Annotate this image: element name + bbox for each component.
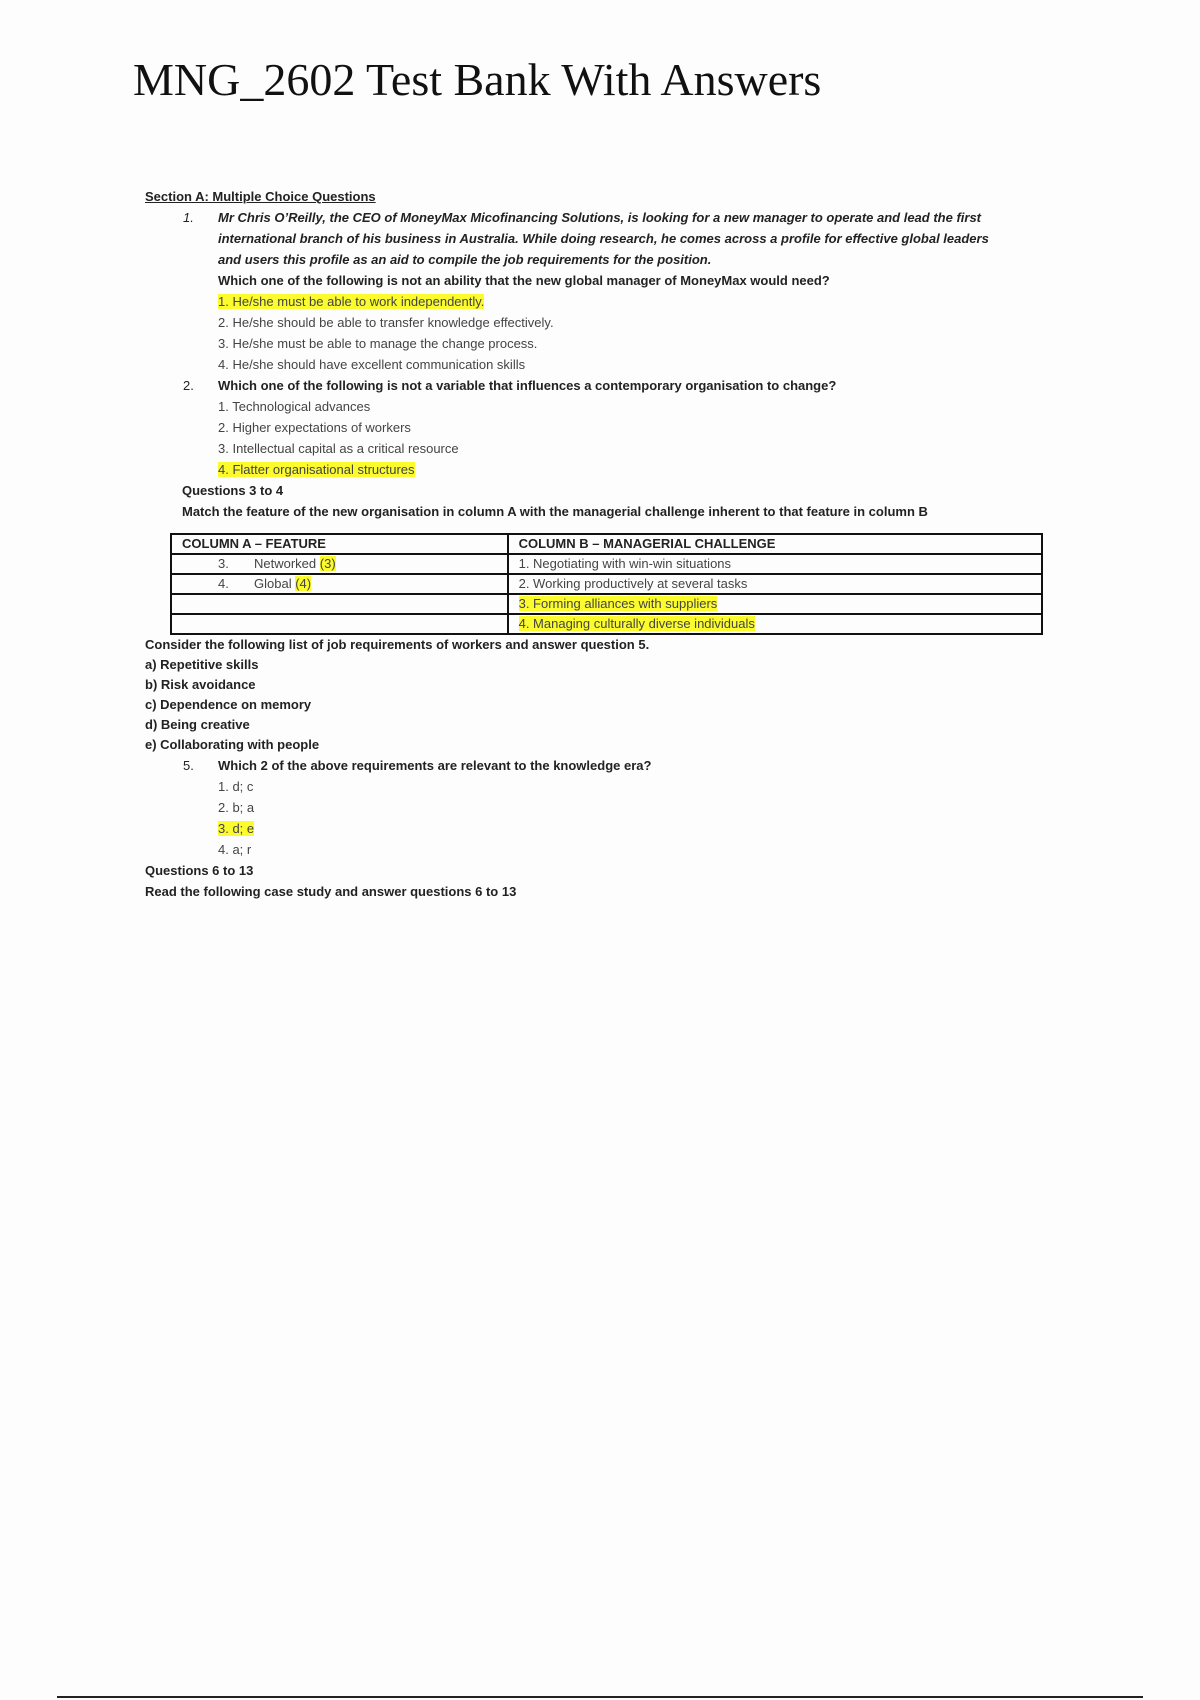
section-heading: Section A: Multiple Choice Questions [145,189,376,204]
question-1-scenario-line: international branch of his business in Australia. While doing research, he comes across a profile for effective global leaders [218,231,989,246]
question-number: 2. [183,378,194,393]
table-header-row [171,534,1042,554]
answer-highlight: 1. He/she must be able to work independently. [218,294,485,309]
column-b-cell [508,614,1042,634]
question-5-option: 1. d; c [218,779,254,794]
requirement-item: e) Collaborating with people [145,737,320,752]
answer-highlight: (3) [319,556,336,571]
page-bottom-rule [57,1696,1143,1698]
question-text: Which 2 of the above requirements are relevant to the knowledge era? [218,758,652,773]
questions-6-13-heading: Questions 6 to 13 [145,863,254,878]
requirement-item: d) Being creative [145,717,250,732]
question-5-text [145,755,1045,776]
question-text: Which one of the following is not a variable that influences a contemporary organisation to change? [218,378,837,393]
page-title: MNG_2602 Test Bank With Answers [133,54,822,105]
table-row [171,594,1042,614]
question-2-option: 2. Higher expectations of workers [218,420,411,435]
document-body [145,186,1045,902]
requirement-item: b) Risk avoidance [145,677,256,692]
question-1-scenario-line [145,207,1045,228]
item-number: 3. [218,556,229,571]
question-1-option [145,291,1045,312]
question-number: 5. [183,758,194,773]
questions-6-13-instruction: Read the following case study and answer questions 6 to 13 [145,884,517,899]
column-a-cell [171,594,508,614]
answer-highlight: (4) [295,576,312,591]
feature-label: Global [254,576,292,591]
column-b-header: COLUMN B – MANAGERIAL CHALLENGE [508,534,1042,554]
feature-label: Networked [254,556,317,571]
question-1-option: 2. He/she should be able to transfer knowledge effectively. [218,315,554,330]
column-b-cell: 1. Negotiating with win-win situations [508,554,1042,574]
question-number: 1. [183,210,194,225]
answer-highlight: 4. Flatter organisational structures [218,462,415,477]
question-5-option: 2. b; a [218,800,255,815]
answer-highlight: 3. d; e [218,821,255,836]
question-2-option [145,459,1045,480]
questions-3-4-heading: Questions 3 to 4 [182,483,284,498]
requirement-item: a) Repetitive skills [145,657,259,672]
scenario-text: Mr Chris O’Reilly, the CEO of MoneyMax Micofinancing Solutions, is looking for a new manager to operate and lead the first [218,210,982,225]
question-2-option: 3. Intellectual capital as a critical resource [218,441,459,456]
question-2-text [145,375,1045,396]
question-5-option: 4. a; r [218,842,252,857]
column-a-header: COLUMN A – FEATURE [171,534,508,554]
questions-3-4-instruction: Match the feature of the new organisation in column A with the managerial challenge inherent to that feature in column B [182,504,928,519]
question-1-scenario-line: and users this profile as an aid to compile the job requirements for the position. [218,252,712,267]
column-a-cell [171,554,508,574]
table-row [171,574,1042,594]
question-5-intro: Consider the following list of job requirements of workers and answer question 5. [145,637,650,652]
question-1-option: 4. He/she should have excellent communication skills [218,357,526,372]
column-a-cell [171,614,508,634]
question-5-option [145,818,1045,839]
matching-table [170,533,1043,635]
column-b-cell: 2. Working productively at several tasks [508,574,1042,594]
item-number: 4. [218,576,229,591]
answer-highlight: 3. Forming alliances with suppliers [518,596,718,611]
answer-highlight: 4. Managing culturally diverse individuals [518,616,755,631]
table-row [171,614,1042,634]
column-b-cell [508,594,1042,614]
question-2-option: 1. Technological advances [218,399,371,414]
question-1-option: 3. He/she must be able to manage the change process. [218,336,538,351]
question-1-text: Which one of the following is not an ability that the new global manager of MoneyMax would need? [218,273,830,288]
table-row [171,554,1042,574]
requirement-item: c) Dependence on memory [145,697,312,712]
column-a-cell [171,574,508,594]
